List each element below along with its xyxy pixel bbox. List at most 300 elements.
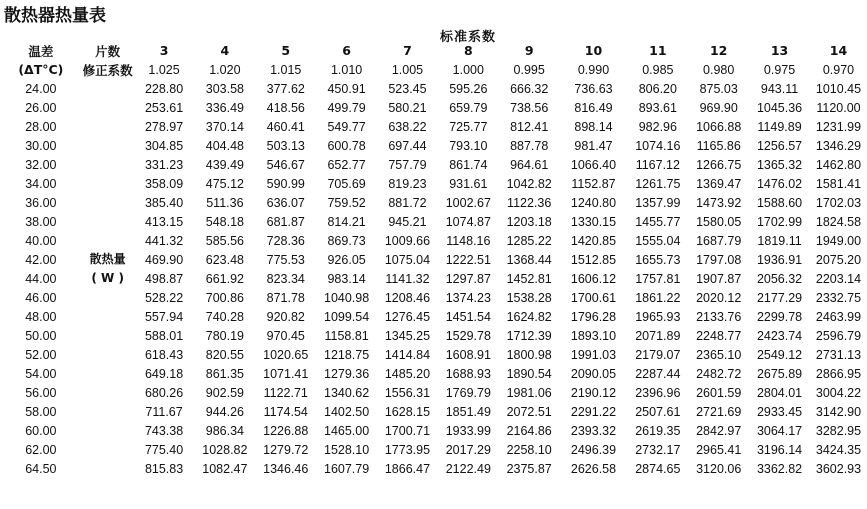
- heat-value-cell: 2375.87: [506, 461, 552, 476]
- heat-value-cell: 982.96: [638, 119, 677, 134]
- heat-value-cell: 1346.29: [815, 138, 862, 153]
- table-row: [0, 98, 867, 117]
- heat-value-cell: 926.05: [327, 252, 366, 267]
- heat-value-cell: 358.09: [144, 176, 184, 191]
- heat-value-cell: 2071.89: [635, 328, 681, 343]
- heat-value-cell: 1512.85: [570, 252, 617, 267]
- side-label-cell: [82, 383, 134, 402]
- heat-value-cell: 736.63: [574, 81, 613, 96]
- heat-value-cell: 705.69: [327, 176, 366, 191]
- heat-value-cell: 1473.92: [696, 195, 742, 210]
- heat-value-cell: 2190.12: [570, 385, 617, 400]
- heat-value-cell: 1933.99: [445, 423, 491, 438]
- heat-value-cell: 1907.87: [696, 271, 742, 286]
- table-row: [0, 231, 867, 250]
- temp-diff-cell: 54.00: [25, 366, 57, 381]
- heat-value-cell: 2258.10: [506, 442, 552, 457]
- side-label-cell: [82, 459, 134, 478]
- heat-value-cell: 1462.80: [815, 157, 862, 172]
- heat-value-cell: 404.48: [205, 138, 244, 153]
- heat-value-cell: 1712.39: [506, 328, 552, 343]
- heat-value-cell: 1042.82: [506, 176, 552, 191]
- heat-value-cell: 1120.00: [816, 100, 861, 115]
- heat-value-cell: 1529.78: [445, 328, 491, 343]
- heat-value-cell: 595.26: [449, 81, 488, 96]
- heat-value-cell: 2874.65: [635, 461, 681, 476]
- heat-value-cell: 1465.00: [324, 423, 370, 438]
- heat-value-cell: 638.22: [388, 119, 427, 134]
- side-label-cell: [82, 402, 134, 421]
- heat-value-cell: 2299.78: [756, 309, 803, 324]
- heat-value-cell: 2933.45: [756, 404, 803, 419]
- side-label-cell: [82, 117, 134, 136]
- temp-diff-cell: 50.00: [25, 328, 57, 343]
- heat-value-cell: 1285.22: [506, 233, 552, 248]
- heat-value-cell: 1606.12: [570, 271, 617, 286]
- heat-value-cell: 499.79: [327, 100, 366, 115]
- heat-value-cell: 2423.74: [756, 328, 803, 343]
- heat-value-cell: 711.67: [145, 404, 183, 419]
- heat-value-cell: 1374.23: [445, 290, 491, 305]
- heat-value-cell: 2075.20: [815, 252, 862, 267]
- pieces-header-cell: 10: [584, 43, 603, 58]
- heat-value-cell: 1074.16: [635, 138, 681, 153]
- heat-value-cell: 1167.12: [635, 157, 680, 172]
- temp-diff-cell: 46.00: [25, 290, 57, 305]
- heat-value-cell: 2721.69: [696, 404, 742, 419]
- heat-value-cell: 1965.93: [635, 309, 681, 324]
- heat-value-cell: 2619.35: [635, 423, 681, 438]
- temp-diff-cell: 28.00: [25, 119, 57, 134]
- heat-value-cell: 1066.40: [570, 157, 617, 172]
- temp-diff-cell: 56.00: [25, 385, 57, 400]
- heat-value-cell: 2203.14: [815, 271, 862, 286]
- heat-value-cell: 649.18: [144, 366, 184, 381]
- side-label-cell: [82, 440, 134, 459]
- temp-diff-cell: 64.50: [25, 461, 57, 476]
- pieces-header-cell: 8: [463, 43, 473, 58]
- side-label-cell: [82, 288, 134, 307]
- side-label-cell: [82, 79, 134, 98]
- heat-value-cell: 659.79: [449, 100, 488, 115]
- heat-value-cell: 931.61: [449, 176, 488, 191]
- heat-value-cell: 336.49: [205, 100, 244, 115]
- heat-value-cell: 590.99: [266, 176, 305, 191]
- heat-value-cell: 2549.12: [756, 347, 803, 362]
- standard-coefficient-label: 标准系数: [440, 30, 497, 45]
- heat-value-cell: 1340.62: [324, 385, 370, 400]
- heat-value-cell: 1556.31: [384, 385, 431, 400]
- heat-value-cell: 1261.75: [635, 176, 681, 191]
- heat-value-cell: 823.34: [266, 271, 305, 286]
- heat-value-cell: 1158.81: [324, 328, 369, 343]
- table-row: [0, 250, 867, 269]
- heat-value-cell: 1099.54: [324, 309, 370, 324]
- heat-value-cell: 549.77: [327, 119, 366, 134]
- side-label-cell: [82, 326, 134, 345]
- side-label-cell: [82, 307, 134, 326]
- coefficient-cell: 0.990: [577, 62, 610, 77]
- side-label-cell: [82, 421, 134, 440]
- heat-value-cell: 3602.93: [815, 461, 862, 476]
- heat-value-cell: 3064.17: [756, 423, 803, 438]
- heat-value-cell: 503.13: [266, 138, 305, 153]
- heat-value-cell: 2332.75: [815, 290, 862, 305]
- heat-value-cell: 1279.36: [324, 366, 370, 381]
- table-row: [0, 402, 867, 421]
- heat-value-cell: 1624.82: [506, 309, 552, 324]
- heat-value-cell: 1555.04: [635, 233, 681, 248]
- heat-value-cell: 1276.45: [384, 309, 431, 324]
- pieces-header-cell: 14: [829, 43, 848, 58]
- heat-value-cell: 2601.59: [696, 385, 742, 400]
- heat-value-cell: 1346.46: [263, 461, 309, 476]
- pieces-label: 片数: [95, 43, 121, 59]
- heat-value-cell: 2804.01: [756, 385, 803, 400]
- heat-value-cell: 806.20: [638, 81, 677, 96]
- heat-value-cell: 1040.98: [324, 290, 370, 305]
- heat-value-cell: 816.49: [574, 100, 613, 115]
- heat-value-cell: 1082.47: [202, 461, 248, 476]
- heat-value-cell: 1757.81: [635, 271, 681, 286]
- heat-value-cell: 981.47: [574, 138, 613, 153]
- heat-value-cell: 511.36: [206, 195, 244, 210]
- heat-value-cell: 1485.20: [384, 366, 431, 381]
- heat-value-cell: 1608.91: [445, 347, 491, 362]
- pieces-header-cell: 9: [524, 43, 534, 58]
- heat-value-cell: 1414.84: [384, 347, 431, 362]
- heat-value-cell: 861.74: [449, 157, 488, 172]
- heat-value-cell: 680.26: [144, 385, 184, 400]
- heat-value-cell: 2596.79: [815, 328, 862, 343]
- heat-value-cell: 498.87: [144, 271, 184, 286]
- heat-value-cell: 1797.08: [696, 252, 742, 267]
- pieces-header-cell: 7: [403, 43, 412, 58]
- heat-value-cell: 1240.80: [570, 195, 617, 210]
- heat-value-cell: 945.21: [388, 214, 427, 229]
- heat-value-cell: 2675.89: [756, 366, 803, 381]
- heat-value-cell: 2842.97: [696, 423, 742, 438]
- coefficient-cell: 1.000: [452, 62, 484, 77]
- heat-value-cell: 2731.13: [815, 347, 862, 362]
- pieces-header-cell: 11: [649, 43, 667, 58]
- temp-diff-unit: (ΔT°C): [18, 62, 64, 77]
- heat-value-cell: 970.45: [266, 328, 305, 343]
- heat-value-cell: 1607.79: [324, 461, 370, 476]
- table-row: [0, 193, 867, 212]
- heat-value-cell: 1949.00: [815, 233, 862, 248]
- heat-value-cell: 1165.86: [696, 138, 741, 153]
- heat-value-cell: 2072.51: [506, 404, 552, 419]
- header-row-pieces: [0, 41, 867, 60]
- heat-value-cell: 793.10: [449, 138, 488, 153]
- pieces-header-cell: 4: [220, 43, 230, 58]
- heat-value-cell: 681.87: [266, 214, 305, 229]
- side-label-cell: [82, 155, 134, 174]
- heat-value-cell: 775.40: [144, 442, 184, 457]
- temp-diff-cell: 60.00: [25, 423, 57, 438]
- heat-value-cell: 1451.54: [445, 309, 491, 324]
- heat-value-cell: 2017.29: [445, 442, 491, 457]
- heat-value-cell: 2393.32: [570, 423, 617, 438]
- temp-diff-cell: 38.00: [25, 214, 57, 229]
- heat-value-cell: 1266.75: [696, 157, 742, 172]
- heat-value-cell: 697.44: [388, 138, 427, 153]
- heat-value-cell: 1476.02: [756, 176, 803, 191]
- heat-value-cell: 1890.54: [506, 366, 552, 381]
- heat-value-cell: 2164.86: [506, 423, 552, 438]
- heat-value-cell: 2020.12: [696, 290, 742, 305]
- heat-value-cell: 812.41: [510, 119, 549, 134]
- heat-value-cell: 725.77: [449, 119, 488, 134]
- table-row: [0, 269, 867, 288]
- heat-value-cell: 3424.35: [815, 442, 862, 457]
- heat-value-cell: 1357.99: [635, 195, 681, 210]
- heat-value-cell: 986.34: [205, 423, 244, 438]
- coefficient-cell: 1.025: [148, 62, 180, 77]
- heat-value-cell: 1075.04: [384, 252, 431, 267]
- heat-value-cell: 1122.71: [263, 385, 308, 400]
- heat-value-cell: 1149.89: [757, 119, 802, 134]
- heat-value-cell: 580.21: [388, 100, 427, 115]
- heat-value-cell: 2177.29: [756, 290, 803, 305]
- heat-value-cell: 523.45: [388, 81, 427, 96]
- heat-value-cell: 1528.10: [324, 442, 370, 457]
- heat-value-cell: 1045.36: [756, 100, 803, 115]
- heat-value-cell: 869.73: [327, 233, 366, 248]
- heat-value-cell: 893.61: [638, 100, 677, 115]
- heat-value-cell: 780.19: [205, 328, 244, 343]
- heat-value-cell: 1345.25: [384, 328, 431, 343]
- heat-value-cell: 700.86: [205, 290, 244, 305]
- heat-value-cell: 943.11: [760, 81, 799, 96]
- table-body: [0, 41, 867, 478]
- heat-value-cell: 2965.41: [696, 442, 742, 457]
- heat-value-cell: 1655.73: [635, 252, 681, 267]
- heat-value-cell: 1981.06: [506, 385, 552, 400]
- coefficient-cell: 1.010: [330, 62, 363, 77]
- heat-value-cell: 450.91: [327, 81, 366, 96]
- heat-value-cell: 2507.61: [635, 404, 681, 419]
- heat-value-cell: 871.78: [266, 290, 305, 305]
- pieces-header-cell: 13: [770, 43, 789, 58]
- heat-value-cell: 983.14: [327, 271, 366, 286]
- heat-value-cell: 377.62: [266, 81, 305, 96]
- heat-value-cell: 1700.71: [384, 423, 431, 438]
- heat-value-cell: 1402.50: [324, 404, 370, 419]
- side-label-cell: [82, 193, 134, 212]
- heat-value-cell: 1769.79: [445, 385, 491, 400]
- heat-value-cell: 1796.28: [570, 309, 617, 324]
- heat-value-cell: 1866.47: [384, 461, 431, 476]
- heat-value-cell: 759.52: [327, 195, 366, 210]
- heat-value-cell: 278.97: [144, 119, 184, 134]
- heat-value-cell: 898.14: [574, 119, 613, 134]
- temp-diff-cell: 32.00: [25, 157, 57, 172]
- side-label-cell: [82, 231, 134, 250]
- heat-value-cell: 1420.85: [570, 233, 617, 248]
- heat-value-cell: 1824.58: [815, 214, 862, 229]
- table-row: [0, 174, 867, 193]
- heat-value-cell: 2365.10: [696, 347, 742, 362]
- heat-value-cell: 1581.41: [815, 176, 862, 191]
- heat-value-cell: 1861.22: [635, 290, 681, 305]
- heat-value-cell: 1628.15: [384, 404, 431, 419]
- heat-value-cell: 1231.99: [815, 119, 862, 134]
- heat-value-cell: 1222.51: [445, 252, 491, 267]
- heat-value-cell: 2732.17: [635, 442, 681, 457]
- heat-value-cell: 3282.95: [815, 423, 862, 438]
- heat-value-cell: 1700.61: [570, 290, 617, 305]
- heat-value-cell: 557.94: [144, 309, 184, 324]
- heat-value-cell: 2287.44: [635, 366, 681, 381]
- heat-value-cell: 636.07: [266, 195, 305, 210]
- heat-value-cell: 3142.90: [815, 404, 862, 419]
- heat-value-cell: 1588.60: [756, 195, 803, 210]
- heat-value-cell: 1297.87: [445, 271, 491, 286]
- heat-value-cell: 757.79: [388, 157, 427, 172]
- heat-value-cell: 2179.07: [635, 347, 681, 362]
- heat-value-cell: 1020.65: [263, 347, 309, 362]
- heat-value-cell: 819.23: [388, 176, 427, 191]
- table-row: [0, 440, 867, 459]
- table-row: [0, 459, 867, 478]
- heat-value-cell: 902.59: [205, 385, 244, 400]
- heat-value-cell: 920.82: [266, 309, 305, 324]
- heat-value-cell: 2056.32: [756, 271, 803, 286]
- temp-diff-cell: 30.00: [25, 138, 57, 153]
- heat-value-cell: 2248.77: [696, 328, 742, 343]
- heat-value-cell: 944.26: [205, 404, 244, 419]
- heat-value-cell: 1365.32: [756, 157, 803, 172]
- temp-diff-label: 温差: [28, 43, 54, 59]
- heat-value-cell: 2090.05: [570, 366, 617, 381]
- coefficient-cell: 0.985: [642, 62, 674, 77]
- heat-value-cell: 460.41: [266, 119, 305, 134]
- heat-value-cell: 1702.03: [815, 195, 862, 210]
- heat-output-unit: ( W ): [91, 271, 124, 285]
- side-label-cell: [82, 345, 134, 364]
- table-row: [0, 79, 867, 98]
- temp-diff-cell: 62.00: [25, 442, 57, 457]
- heat-value-cell: 1148.16: [446, 233, 491, 248]
- heat-value-cell: 228.80: [144, 81, 184, 96]
- coefficient-cell: 0.980: [703, 62, 735, 77]
- pieces-header-cell: 5: [281, 43, 291, 58]
- heat-value-cell: 1218.75: [324, 347, 370, 362]
- heat-value-cell: 881.72: [388, 195, 427, 210]
- heat-value-cell: 303.58: [205, 81, 244, 96]
- heat-value-cell: 2626.58: [570, 461, 617, 476]
- heat-value-cell: 1066.88: [696, 119, 742, 134]
- heat-value-cell: 439.49: [205, 157, 244, 172]
- heat-value-cell: 1936.91: [756, 252, 803, 267]
- heat-value-cell: 1122.36: [507, 195, 552, 210]
- heat-value-cell: 469.90: [144, 252, 184, 267]
- heat-output-label: 散热量: [89, 252, 126, 266]
- heat-value-cell: 3362.82: [756, 461, 803, 476]
- heat-value-cell: 585.56: [205, 233, 244, 248]
- heat-value-cell: 820.55: [205, 347, 244, 362]
- pieces-header-cell: 12: [709, 43, 728, 58]
- side-label-cell: [82, 98, 134, 117]
- heat-value-cell: 1208.46: [384, 290, 431, 305]
- table-row: [0, 136, 867, 155]
- heat-value-cell: 1226.88: [263, 423, 309, 438]
- heat-value-cell: 331.23: [144, 157, 184, 172]
- pieces-header-cell: 3: [159, 43, 169, 58]
- temp-diff-cell: 44.00: [25, 271, 57, 286]
- pieces-header-cell: 6: [342, 43, 351, 58]
- heat-value-cell: 1688.93: [445, 366, 491, 381]
- heat-value-cell: 253.61: [144, 100, 184, 115]
- heat-value-cell: 1256.57: [756, 138, 803, 153]
- heat-value-cell: 1452.81: [506, 271, 552, 286]
- heat-value-cell: 1991.03: [570, 347, 617, 362]
- heat-value-cell: 1010.45: [815, 81, 862, 96]
- heat-value-cell: 3196.14: [756, 442, 803, 457]
- table-row: [0, 383, 867, 402]
- heat-value-cell: 2396.96: [635, 385, 681, 400]
- heat-value-cell: 618.43: [144, 347, 184, 362]
- table-row: [0, 155, 867, 174]
- heat-value-cell: 1152.87: [571, 176, 616, 191]
- heat-value-cell: 1002.67: [445, 195, 491, 210]
- temp-diff-cell: 42.00: [25, 252, 57, 267]
- heat-output-table: [0, 41, 867, 478]
- heat-value-cell: 1687.79: [696, 233, 742, 248]
- heat-value-cell: 413.15: [144, 214, 184, 229]
- heat-value-cell: 588.01: [144, 328, 184, 343]
- heat-value-cell: 728.36: [266, 233, 305, 248]
- heat-value-cell: 3004.22: [815, 385, 862, 400]
- heat-value-cell: 1074.87: [445, 214, 491, 229]
- heat-value-cell: 814.21: [327, 214, 366, 229]
- heat-value-cell: 418.56: [266, 100, 305, 115]
- heat-value-cell: 1174.54: [263, 404, 308, 419]
- heat-value-cell: 441.32: [144, 233, 184, 248]
- heat-value-cell: 2463.99: [815, 309, 862, 324]
- heat-value-cell: 548.18: [205, 214, 244, 229]
- heat-value-cell: 623.48: [205, 252, 244, 267]
- heat-value-cell: 304.85: [144, 138, 184, 153]
- heat-value-cell: 666.32: [510, 81, 549, 96]
- heat-value-cell: 1893.10: [570, 328, 617, 343]
- heat-value-cell: 475.12: [205, 176, 244, 191]
- coefficient-cell: 1.015: [270, 62, 302, 77]
- heat-value-cell: 2291.22: [570, 404, 617, 419]
- side-label-cell: [82, 364, 134, 383]
- coefficient-cell: 1.020: [209, 62, 241, 77]
- heat-value-cell: 1773.95: [384, 442, 431, 457]
- heat-value-cell: 969.90: [699, 100, 738, 115]
- temp-diff-cell: 34.00: [25, 176, 57, 191]
- heat-value-cell: 546.67: [266, 157, 305, 172]
- heat-value-cell: 743.38: [144, 423, 184, 438]
- heat-value-cell: 887.78: [510, 138, 549, 153]
- heat-value-cell: 861.35: [205, 366, 244, 381]
- heat-value-cell: 385.40: [144, 195, 184, 210]
- coefficient-label: 修正系数: [82, 62, 133, 78]
- heat-value-cell: 1009.66: [384, 233, 431, 248]
- side-label-cell: [82, 174, 134, 193]
- table-row: [0, 307, 867, 326]
- heat-value-cell: 1580.05: [696, 214, 742, 229]
- temp-diff-cell: 40.00: [25, 233, 57, 248]
- heat-value-cell: 738.56: [510, 100, 549, 115]
- heat-value-cell: 1330.15: [570, 214, 617, 229]
- heat-value-cell: 3120.06: [696, 461, 742, 476]
